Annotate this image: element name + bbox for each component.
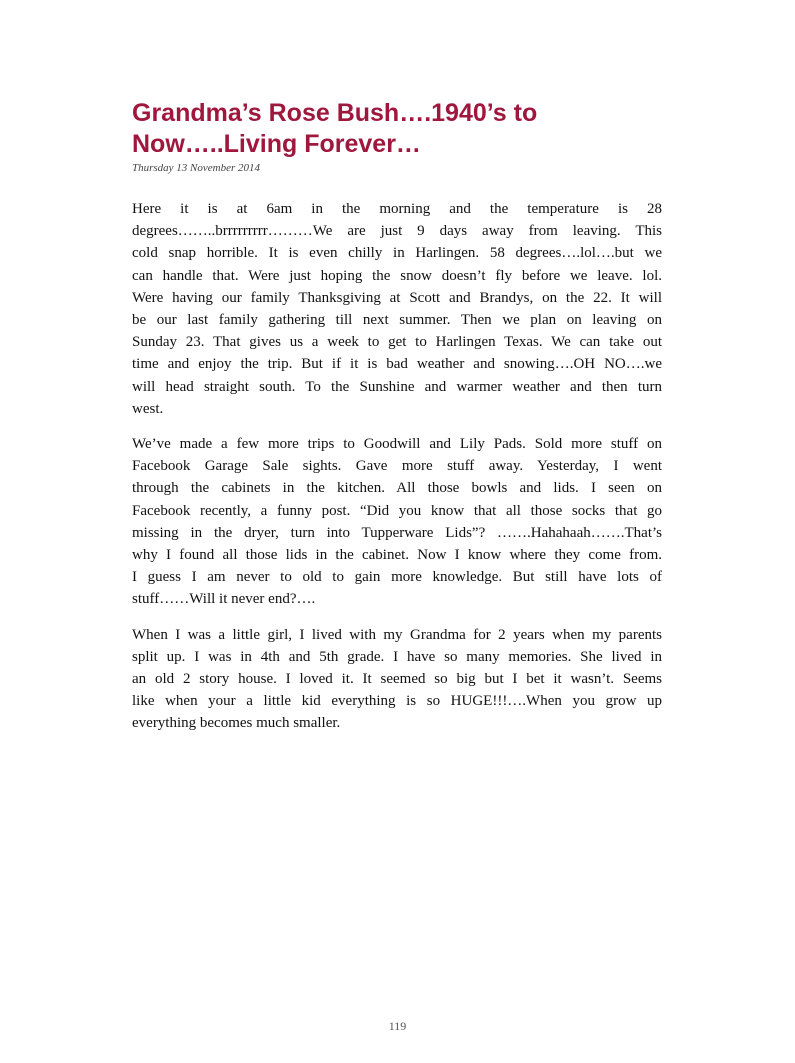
- paragraph-1: [132, 198, 662, 420]
- paragraph-line: why I found all those lids in the cabinet. Now I know where they come from.: [132, 547, 662, 564]
- paragraph-line: missing in the dryer, turn into Tupperware Lids”? …….Hahahaah…….That’s: [132, 524, 662, 541]
- paragraph-line: Facebook recently, a funny post. “Did you know that all those socks that go: [132, 502, 662, 519]
- paragraph-line: cold snap horrible. It is even chilly in Harlingen. 58 degrees….lol….but we: [132, 245, 662, 262]
- paragraph-line: can handle that. Were just hoping the snow doesn’t fly before we leave. lol.: [132, 267, 662, 284]
- page-number: 119: [388, 1019, 407, 1033]
- paragraph-3: [132, 624, 662, 735]
- paragraph-line: will head straight south. To the Sunshine and warmer weather and then turn: [132, 378, 662, 395]
- paragraph-line: Facebook Garage Sale sights. Gave more stuff away. Yesterday, I went: [132, 458, 662, 475]
- paragraph-line: We’ve made a few more trips to Goodwill and Lily Pads. Sold more stuff on: [132, 436, 662, 453]
- paragraph-line: be our last family gathering till next summer. Then we plan on leaving on: [132, 312, 662, 329]
- post-body: [132, 198, 662, 748]
- paragraph-line: an old 2 story house. I loved it. It seemed so big but I bet it wasn’t. Seems: [132, 671, 662, 688]
- post-title-line-2: Now…..Living Forever…: [132, 130, 421, 158]
- post-title-line-1: Grandma’s Rose Bush….1940’s to: [132, 99, 538, 127]
- paragraph-line: Sunday 23. That gives us a week to get to Harlingen Texas. We can take out: [132, 334, 662, 351]
- paragraph-2: [132, 433, 662, 611]
- paragraph-line: stuff……Will it never end?….: [132, 591, 316, 608]
- paragraph-line: time and enjoy the trip. But if it is bad weather and snowing….OH NO….we: [132, 356, 662, 373]
- post-date: Thursday 13 November 2014: [132, 162, 261, 174]
- paragraph-line: Here it is at 6am in the morning and the temperature is 28: [132, 201, 662, 217]
- paragraph-line: degrees……..brrrrrrrrr………We are just 9 days away from leaving. This: [132, 223, 662, 240]
- paragraph-line: split up. I was in 4th and 5th grade. I have so many memories. She lived in: [132, 648, 662, 665]
- post-title: [132, 98, 672, 160]
- paragraph-line: west.: [132, 400, 164, 417]
- paragraph-line: everything becomes much smaller.: [132, 715, 341, 732]
- paragraph-line: When I was a little girl, I lived with my Grandma for 2 years when my parents: [132, 626, 662, 643]
- paragraph-line: I guess I am never to old to gain more knowledge. But still have lots of: [132, 569, 662, 586]
- paragraph-line: through the cabinets in the kitchen. All those bowls and lids. I seen on: [132, 480, 662, 497]
- paragraph-line: like when your a little kid everything is so HUGE!!!….When you grow up: [132, 693, 662, 710]
- paragraph-line: Were having our family Thanksgiving at Scott and Brandys, on the 22. It will: [132, 289, 662, 306]
